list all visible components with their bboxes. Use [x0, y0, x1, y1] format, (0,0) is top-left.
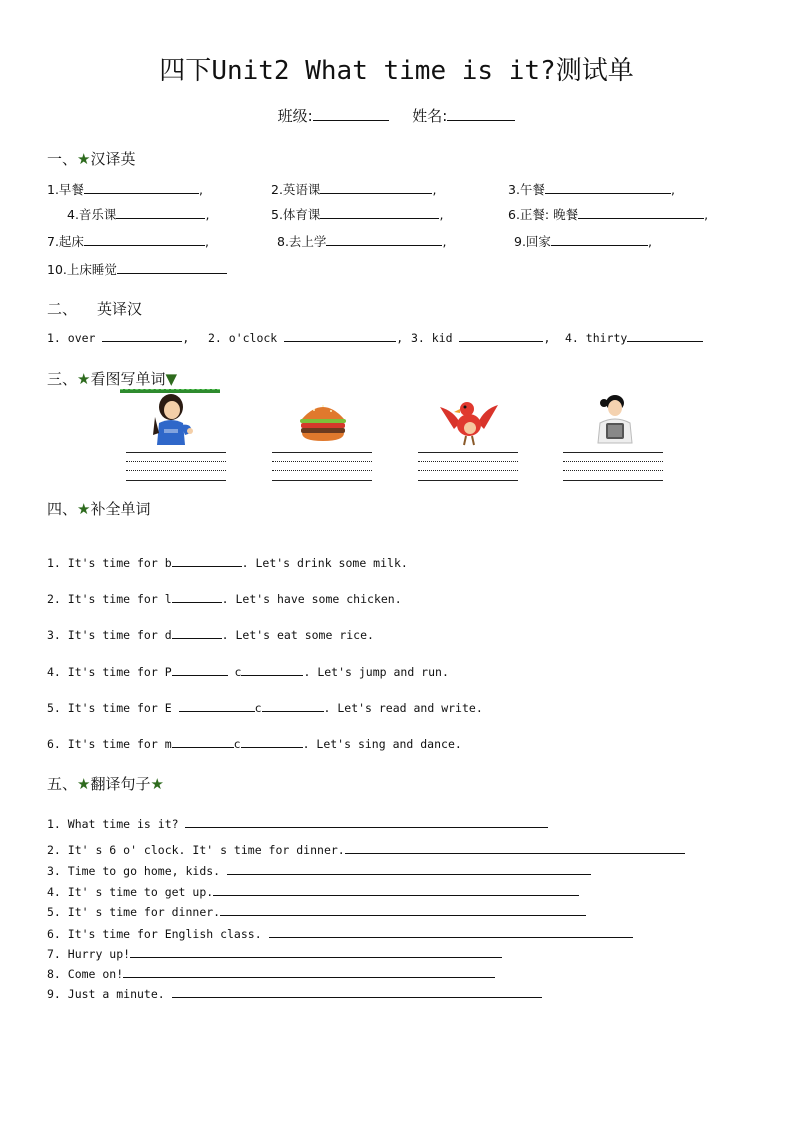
translate-item	[47, 330, 189, 345]
vocab-prompt: 3.午餐	[508, 182, 545, 197]
separator: ,	[704, 207, 709, 222]
writing-line[interactable]	[563, 461, 663, 462]
separator: ,	[647, 234, 652, 249]
answer-blank[interactable]	[172, 591, 222, 603]
answer-blank[interactable]	[102, 330, 182, 342]
section-3-heading	[47, 368, 177, 389]
triangle-down-icon: ▼	[165, 370, 178, 388]
name-label: 姓名:	[412, 107, 448, 125]
writing-line[interactable]	[418, 452, 518, 453]
fill-item	[47, 736, 462, 751]
vocab-item	[67, 205, 209, 223]
title-english: Unit2 What time is it?	[211, 56, 556, 86]
writing-line[interactable]	[418, 461, 518, 462]
vocab-item	[277, 232, 446, 250]
fill-item	[47, 627, 374, 642]
star-icon: ★	[77, 500, 91, 518]
writing-line[interactable]	[272, 461, 372, 462]
answer-blank[interactable]	[185, 816, 548, 828]
vocab-prompt: 1.早餐	[47, 182, 84, 197]
word: 1. over	[47, 331, 96, 345]
section-number: 四、	[47, 500, 78, 518]
separator: ,	[670, 182, 675, 197]
translate-item	[208, 330, 403, 345]
student-info	[0, 105, 793, 126]
answer-blank[interactable]	[220, 904, 586, 916]
class-label: 班级:	[277, 107, 313, 125]
separator: ,	[396, 331, 404, 345]
vocab-item	[47, 180, 203, 198]
sentence-item	[47, 926, 633, 941]
star-icon: ★	[77, 150, 91, 168]
answer-blank[interactable]	[172, 664, 228, 676]
fill-item	[47, 664, 449, 679]
sentence-text: 1. What time is it?	[47, 817, 186, 831]
fill-text: . Let's drink some milk.	[241, 556, 408, 570]
writing-line[interactable]	[563, 470, 663, 471]
section-title: 汉译英	[90, 150, 136, 168]
answer-blank[interactable]	[320, 181, 432, 194]
answer-blank[interactable]	[172, 736, 234, 748]
vocab-prompt: 4.音乐课	[67, 207, 117, 222]
fill-text: . Let's have some chicken.	[221, 592, 402, 606]
section-number: 三、	[47, 370, 78, 388]
vocab-item	[271, 205, 443, 223]
answer-blank[interactable]	[241, 664, 303, 676]
star-icon: ★	[150, 775, 164, 793]
answer-blank[interactable]	[269, 926, 633, 938]
class-blank[interactable]	[313, 106, 389, 121]
word: 3. kid	[411, 331, 453, 345]
section-title: 翻译句子	[90, 775, 151, 793]
answer-blank[interactable]	[345, 842, 685, 854]
sentence-item	[47, 986, 542, 1001]
writing-line[interactable]	[126, 452, 226, 453]
fill-text: 6. It's time for m	[47, 737, 172, 751]
answer-blank[interactable]	[117, 261, 227, 274]
fill-text: . Let's eat some rice.	[221, 628, 374, 642]
answer-blank[interactable]	[241, 736, 303, 748]
sentence-text: 7. Hurry up!	[47, 947, 131, 961]
fill-text: 2. It's time for l	[47, 592, 172, 606]
fill-text: 1. It's time for b	[47, 556, 172, 570]
star-icon: ★	[77, 370, 91, 388]
hamburger-icon	[288, 393, 358, 453]
vocab-prompt: 10.上床睡觉	[47, 262, 117, 277]
fill-text: c	[233, 737, 241, 751]
writing-line[interactable]	[126, 470, 226, 471]
answer-blank[interactable]	[84, 181, 199, 194]
separator: ,	[442, 234, 447, 249]
answer-blank[interactable]	[84, 233, 205, 246]
writing-line[interactable]	[418, 480, 518, 481]
sentence-item	[47, 863, 591, 878]
section-number: 二、	[47, 300, 78, 318]
sentence-item	[47, 966, 495, 981]
writing-line[interactable]	[563, 480, 663, 481]
section-1-heading	[47, 148, 135, 169]
fill-item	[47, 700, 483, 715]
word: 2. o'clock	[208, 331, 278, 345]
sentence-text: 3. Time to go home, kids.	[47, 864, 228, 878]
fill-text: c	[254, 701, 262, 715]
vocab-item	[47, 232, 209, 250]
section-2-heading	[47, 298, 142, 319]
sentence-text: 5. It' s time for dinner.	[47, 905, 221, 919]
fill-text: 4. It's time for P	[47, 665, 172, 679]
writing-line[interactable]	[126, 461, 226, 462]
answer-blank[interactable]	[123, 966, 495, 978]
answer-blank[interactable]	[284, 330, 396, 342]
section-number: 一、	[47, 150, 78, 168]
answer-blank[interactable]	[320, 206, 439, 219]
writing-line[interactable]	[563, 452, 663, 453]
woman-icon	[580, 393, 650, 453]
sentence-text: 4. It' s time to get up.	[47, 885, 214, 899]
title-suffix: 测试单	[555, 56, 634, 86]
separator: ,	[204, 234, 209, 249]
name-blank[interactable]	[447, 106, 515, 121]
section-title: 看图写单词	[90, 370, 166, 388]
fill-text: . Let's jump and run.	[303, 665, 449, 679]
sentence-item	[47, 904, 586, 919]
separator: ,	[205, 207, 210, 222]
separator: ,	[432, 182, 437, 197]
writing-line[interactable]	[272, 480, 372, 481]
separator: ,	[182, 331, 190, 345]
vocab-item	[514, 232, 652, 250]
answer-blank[interactable]	[627, 330, 703, 342]
page-title	[0, 50, 793, 87]
section-title: 补全单词	[90, 500, 151, 518]
section-title: 英译汉	[97, 300, 143, 318]
section-5-heading	[47, 773, 164, 794]
translate-item	[565, 330, 703, 345]
star-icon: ★	[77, 775, 91, 793]
vocab-prompt: 6.正餐: 晚餐	[508, 207, 579, 222]
answer-blank[interactable]	[130, 946, 502, 958]
answer-blank[interactable]	[326, 233, 442, 246]
vocab-prompt: 5.体育课	[271, 207, 321, 222]
answer-blank[interactable]	[227, 863, 591, 875]
fill-item	[47, 591, 402, 606]
fill-text: . Let's sing and dance.	[302, 737, 462, 751]
sentence-item	[47, 842, 685, 857]
fill-text: c	[227, 665, 242, 679]
sentence-item	[47, 946, 502, 961]
answer-blank[interactable]	[545, 181, 671, 194]
word: 4. thirty	[565, 331, 628, 345]
section-4-heading	[47, 498, 150, 519]
answer-blank[interactable]	[213, 884, 579, 896]
vocab-item	[271, 180, 436, 198]
translate-item	[411, 330, 550, 345]
sentence-text: 9. Just a minute.	[47, 987, 172, 1001]
separator: ,	[439, 207, 444, 222]
title-prefix: 四下	[159, 56, 212, 86]
writing-line[interactable]	[272, 452, 372, 453]
vocab-prompt: 9.回家	[514, 234, 551, 249]
fill-text: . Let's read and write.	[323, 701, 483, 715]
answer-blank[interactable]	[459, 330, 543, 342]
fill-item	[47, 555, 408, 570]
vocab-item	[508, 180, 675, 198]
writing-line[interactable]	[126, 480, 226, 481]
sentence-text: 2. It' s 6 o' clock. It' s time for dinner.	[47, 843, 345, 857]
sentence-text: 8. Come on!	[47, 967, 124, 981]
vocab-prompt: 8.去上学	[277, 234, 327, 249]
answer-blank[interactable]	[116, 206, 205, 219]
sentence-item	[47, 816, 548, 831]
bird-icon	[434, 393, 504, 453]
fill-text: 5. It's time for E	[47, 701, 179, 715]
answer-blank[interactable]	[172, 555, 242, 567]
sentence-text: 6. It's time for English class.	[47, 927, 269, 941]
answer-blank[interactable]	[551, 233, 648, 246]
answer-blank[interactable]	[172, 986, 542, 998]
answer-blank[interactable]	[172, 627, 222, 639]
separator: ,	[198, 182, 203, 197]
vocab-item	[47, 260, 227, 278]
answer-blank[interactable]	[578, 206, 704, 219]
section-number: 五、	[47, 775, 78, 793]
fill-text: 3. It's time for d	[47, 628, 172, 642]
separator: ,	[543, 331, 551, 345]
writing-line[interactable]	[272, 470, 372, 471]
vocab-prompt: 2.英语课	[271, 182, 321, 197]
writing-line[interactable]	[418, 470, 518, 471]
sentence-item	[47, 884, 579, 899]
answer-blank[interactable]	[179, 700, 255, 712]
answer-blank[interactable]	[262, 700, 324, 712]
girl-icon	[141, 393, 211, 453]
vocab-item	[508, 205, 708, 223]
vocab-prompt: 7.起床	[47, 234, 84, 249]
